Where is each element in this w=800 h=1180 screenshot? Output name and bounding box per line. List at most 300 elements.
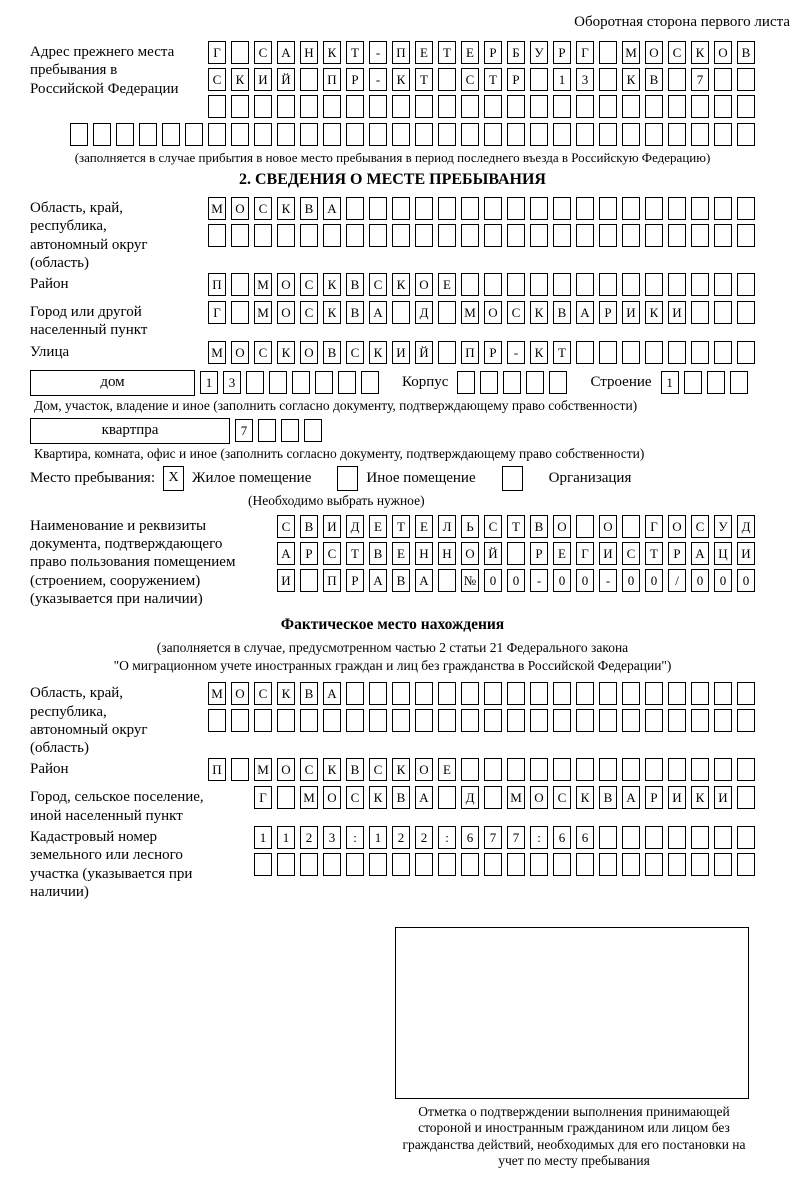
char-cell: Р bbox=[300, 542, 318, 565]
char-cell: 1 bbox=[254, 826, 272, 849]
char-cell bbox=[438, 709, 456, 732]
char-cell: Т bbox=[415, 68, 433, 91]
char-cell: С bbox=[484, 515, 502, 538]
char-cell bbox=[461, 709, 479, 732]
char-cell: 1 bbox=[200, 371, 218, 394]
char-cell: О bbox=[231, 682, 249, 705]
char-cell bbox=[530, 853, 548, 876]
char-cell bbox=[599, 224, 617, 247]
char-cell: Р bbox=[346, 569, 364, 592]
char-cell: П bbox=[208, 273, 226, 296]
field-region-actual bbox=[30, 682, 755, 757]
char-cell bbox=[668, 341, 686, 364]
char-cell: Т bbox=[346, 41, 364, 64]
char-cell bbox=[231, 301, 249, 324]
char-cell: - bbox=[530, 569, 548, 592]
char-cell bbox=[254, 95, 272, 118]
char-cell bbox=[737, 786, 755, 809]
char-cell bbox=[484, 95, 502, 118]
char-cell bbox=[415, 123, 433, 146]
char-cell bbox=[300, 569, 318, 592]
char-cell bbox=[599, 682, 617, 705]
char-cell bbox=[507, 709, 525, 732]
char-cell: О bbox=[231, 341, 249, 364]
char-cell bbox=[553, 197, 571, 220]
field-cadastre bbox=[30, 826, 755, 901]
char-cell bbox=[714, 197, 732, 220]
char-cell bbox=[576, 758, 594, 781]
char-cell: В bbox=[300, 682, 318, 705]
char-cell: Т bbox=[392, 515, 410, 538]
char-cell bbox=[553, 224, 571, 247]
char-cell bbox=[246, 371, 264, 394]
char-cell: Т bbox=[484, 68, 502, 91]
char-cell bbox=[438, 123, 456, 146]
char-cell bbox=[691, 853, 709, 876]
district-label: Район bbox=[30, 276, 69, 293]
char-cell: Б bbox=[507, 41, 525, 64]
confirmation-stamp-box bbox=[395, 927, 749, 1099]
char-cell bbox=[338, 371, 356, 394]
char-cell: К bbox=[392, 68, 410, 91]
char-cell: О bbox=[415, 273, 433, 296]
char-cell bbox=[231, 273, 249, 296]
char-cell bbox=[346, 95, 364, 118]
char-cell: 6 bbox=[553, 826, 571, 849]
char-cell: А bbox=[323, 197, 341, 220]
char-cell bbox=[369, 853, 387, 876]
char-cell: Е bbox=[392, 542, 410, 565]
char-cell: И bbox=[668, 786, 686, 809]
char-cell: 0 bbox=[645, 569, 663, 592]
char-cell: Е bbox=[438, 758, 456, 781]
char-cell bbox=[714, 224, 732, 247]
char-cell: Д bbox=[415, 301, 433, 324]
char-cell: Н bbox=[438, 542, 456, 565]
char-cell bbox=[599, 41, 617, 64]
char-cell: К bbox=[622, 68, 640, 91]
char-cell: К bbox=[369, 786, 387, 809]
char-cell bbox=[691, 341, 709, 364]
char-cell: И bbox=[599, 542, 617, 565]
char-cell bbox=[668, 826, 686, 849]
char-cell bbox=[599, 95, 617, 118]
char-cell: К bbox=[530, 341, 548, 364]
char-cell bbox=[714, 853, 732, 876]
char-cell bbox=[668, 709, 686, 732]
char-cell: Р bbox=[346, 68, 364, 91]
char-cell: 2 bbox=[300, 826, 318, 849]
char-cell: : bbox=[438, 826, 456, 849]
char-cell bbox=[369, 197, 387, 220]
char-cell: 3 bbox=[323, 826, 341, 849]
char-cell bbox=[139, 123, 157, 146]
char-cell bbox=[645, 826, 663, 849]
char-cell: В bbox=[392, 569, 410, 592]
char-cell: 7 bbox=[484, 826, 502, 849]
char-row bbox=[182, 273, 755, 296]
char-cell bbox=[599, 853, 617, 876]
char-cell bbox=[438, 301, 456, 324]
char-cell: С bbox=[691, 515, 709, 538]
char-cell: О bbox=[461, 542, 479, 565]
apartment-row bbox=[30, 418, 755, 444]
char-cell: П bbox=[323, 569, 341, 592]
char-cell bbox=[300, 709, 318, 732]
char-cell: 0 bbox=[484, 569, 502, 592]
char-cell bbox=[737, 68, 755, 91]
char-cell bbox=[269, 371, 287, 394]
char-cell bbox=[599, 123, 617, 146]
char-cell bbox=[438, 341, 456, 364]
char-cell: С bbox=[254, 341, 272, 364]
field-district-actual bbox=[30, 758, 755, 785]
char-cell: Т bbox=[438, 41, 456, 64]
char-cell: К bbox=[530, 301, 548, 324]
char-cell bbox=[438, 68, 456, 91]
char-cell: С bbox=[461, 68, 479, 91]
char-cell: Ь bbox=[461, 515, 479, 538]
char-cell bbox=[714, 709, 732, 732]
char-row bbox=[182, 709, 755, 732]
char-cell bbox=[507, 542, 525, 565]
char-cell: В bbox=[346, 273, 364, 296]
char-cell bbox=[300, 68, 318, 91]
char-cell: Р bbox=[599, 301, 617, 324]
char-row bbox=[200, 371, 379, 394]
checkbox-organization bbox=[502, 466, 523, 491]
char-cell bbox=[714, 301, 732, 324]
char-cell: К bbox=[645, 301, 663, 324]
char-cell bbox=[392, 853, 410, 876]
char-row bbox=[182, 224, 755, 247]
char-cell: С bbox=[369, 273, 387, 296]
char-cell bbox=[622, 515, 640, 538]
char-cell bbox=[208, 95, 226, 118]
char-cell bbox=[254, 224, 272, 247]
char-cell: О bbox=[277, 758, 295, 781]
char-cell bbox=[691, 197, 709, 220]
char-cell bbox=[691, 682, 709, 705]
char-cell bbox=[323, 95, 341, 118]
previous-address-label: Адрес прежнего места пребывания в Российской Федерации bbox=[30, 44, 179, 97]
char-row bbox=[242, 569, 755, 592]
char-cell: О bbox=[668, 515, 686, 538]
char-cell: 0 bbox=[737, 569, 755, 592]
char-cell: К bbox=[369, 341, 387, 364]
char-cell: С bbox=[668, 41, 686, 64]
char-cell: О bbox=[645, 41, 663, 64]
char-cell bbox=[461, 853, 479, 876]
char-cell bbox=[323, 853, 341, 876]
char-cell bbox=[415, 197, 433, 220]
option-residential-label: Жилое помещение bbox=[192, 469, 312, 486]
char-cell: М bbox=[622, 41, 640, 64]
char-cell: Л bbox=[438, 515, 456, 538]
checkbox-residential: X bbox=[163, 466, 184, 491]
char-row bbox=[182, 758, 755, 781]
char-row bbox=[182, 197, 755, 220]
char-cell bbox=[576, 709, 594, 732]
char-cell bbox=[576, 95, 594, 118]
field-region bbox=[30, 197, 755, 272]
char-cell bbox=[530, 95, 548, 118]
char-cell bbox=[415, 853, 433, 876]
char-cell bbox=[737, 273, 755, 296]
char-cell: М bbox=[300, 786, 318, 809]
char-cell: Г bbox=[208, 301, 226, 324]
char-cell bbox=[737, 197, 755, 220]
char-cell bbox=[530, 197, 548, 220]
char-cell bbox=[530, 68, 548, 91]
city-actual-label: Город, сельское поселение, иной населенный пункт bbox=[30, 789, 204, 824]
char-cell bbox=[737, 682, 755, 705]
char-cell bbox=[691, 273, 709, 296]
char-row-full-width bbox=[30, 123, 755, 146]
char-cell bbox=[392, 95, 410, 118]
char-cell: М bbox=[208, 341, 226, 364]
char-cell bbox=[599, 341, 617, 364]
char-cell: Е bbox=[415, 41, 433, 64]
page-corner-note: Оборотная сторона первого листа bbox=[574, 14, 790, 30]
house-type-box: дом bbox=[30, 370, 195, 396]
char-row bbox=[218, 786, 755, 809]
char-cell bbox=[599, 709, 617, 732]
char-cell: У bbox=[530, 41, 548, 64]
char-cell: В bbox=[346, 301, 364, 324]
char-row bbox=[182, 301, 755, 324]
char-cell bbox=[622, 123, 640, 146]
char-cell: О bbox=[300, 341, 318, 364]
char-cell bbox=[507, 682, 525, 705]
char-cell bbox=[622, 826, 640, 849]
char-cell bbox=[622, 709, 640, 732]
char-cell: Р bbox=[645, 786, 663, 809]
char-cell bbox=[231, 41, 249, 64]
char-cell bbox=[576, 853, 594, 876]
char-cell: О bbox=[415, 758, 433, 781]
char-cell bbox=[737, 709, 755, 732]
field-city-actual bbox=[30, 786, 755, 825]
char-cell: К bbox=[392, 273, 410, 296]
previous-address-caption: (заполняется в случае прибытия в новое место пребывания в период последнего въезда в Российскую Федерацию) bbox=[74, 150, 711, 165]
char-cell bbox=[461, 197, 479, 220]
char-row bbox=[218, 853, 755, 876]
char-cell: В bbox=[300, 515, 318, 538]
char-cell bbox=[576, 341, 594, 364]
char-cell: 0 bbox=[691, 569, 709, 592]
char-cell bbox=[730, 371, 748, 394]
char-cell bbox=[185, 123, 203, 146]
char-cell bbox=[361, 371, 379, 394]
char-cell: К bbox=[392, 758, 410, 781]
char-cell bbox=[549, 371, 567, 394]
char-cell: К bbox=[277, 682, 295, 705]
char-cell bbox=[304, 419, 322, 442]
char-cell: О bbox=[553, 515, 571, 538]
char-row bbox=[182, 95, 755, 118]
char-cell: С bbox=[300, 273, 318, 296]
char-cell bbox=[530, 758, 548, 781]
char-cell bbox=[576, 224, 594, 247]
char-cell: 3 bbox=[576, 68, 594, 91]
char-cell bbox=[300, 95, 318, 118]
char-cell bbox=[507, 853, 525, 876]
char-cell bbox=[668, 123, 686, 146]
char-cell: Т bbox=[645, 542, 663, 565]
char-cell: М bbox=[208, 197, 226, 220]
char-cell: 0 bbox=[507, 569, 525, 592]
char-cell bbox=[346, 853, 364, 876]
char-cell bbox=[438, 682, 456, 705]
field-district bbox=[30, 273, 755, 300]
char-cell bbox=[691, 95, 709, 118]
char-cell bbox=[622, 197, 640, 220]
char-cell: - bbox=[369, 41, 387, 64]
char-cell bbox=[668, 758, 686, 781]
char-cell: Е bbox=[415, 515, 433, 538]
char-cell: Н bbox=[300, 41, 318, 64]
char-cell bbox=[707, 371, 725, 394]
char-cell bbox=[438, 224, 456, 247]
char-cell: Р bbox=[507, 68, 525, 91]
char-cell: С bbox=[369, 758, 387, 781]
char-cell: Т bbox=[553, 341, 571, 364]
char-cell bbox=[714, 123, 732, 146]
char-cell bbox=[553, 273, 571, 296]
char-cell: О bbox=[277, 273, 295, 296]
char-cell bbox=[438, 786, 456, 809]
char-row bbox=[235, 419, 322, 442]
house-row bbox=[30, 370, 755, 396]
char-cell: - bbox=[369, 68, 387, 91]
char-cell bbox=[691, 123, 709, 146]
char-cell: Н bbox=[415, 542, 433, 565]
char-cell: В bbox=[530, 515, 548, 538]
char-cell bbox=[668, 853, 686, 876]
char-cell: К bbox=[323, 41, 341, 64]
char-cell bbox=[369, 123, 387, 146]
char-cell: К bbox=[231, 68, 249, 91]
char-cell bbox=[392, 197, 410, 220]
char-cell bbox=[714, 68, 732, 91]
char-cell: 6 bbox=[576, 826, 594, 849]
char-cell bbox=[645, 709, 663, 732]
char-cell bbox=[645, 273, 663, 296]
char-cell bbox=[277, 224, 295, 247]
char-cell: В bbox=[346, 758, 364, 781]
char-row bbox=[242, 542, 755, 565]
option-other-premises-label: Иное помещение bbox=[366, 469, 476, 486]
char-cell bbox=[576, 682, 594, 705]
char-cell bbox=[553, 95, 571, 118]
char-cell: С bbox=[622, 542, 640, 565]
char-cell: К bbox=[277, 341, 295, 364]
char-cell: О bbox=[484, 301, 502, 324]
char-cell bbox=[691, 709, 709, 732]
char-cell: Е bbox=[461, 41, 479, 64]
char-cell bbox=[599, 197, 617, 220]
char-cell: М bbox=[254, 758, 272, 781]
char-cell: А bbox=[576, 301, 594, 324]
char-cell: К bbox=[576, 786, 594, 809]
char-cell bbox=[231, 95, 249, 118]
char-cell bbox=[415, 682, 433, 705]
region-actual-label: Область, край, республика, автономный округ (область) bbox=[30, 685, 148, 757]
char-cell bbox=[622, 758, 640, 781]
char-cell: 1 bbox=[277, 826, 295, 849]
char-cell: Р bbox=[484, 341, 502, 364]
actual-location-note1: (заполняется в случае, предусмотренном частью 2 статьи 21 Федерального закона bbox=[156, 640, 629, 656]
char-cell: Ц bbox=[714, 542, 732, 565]
char-cell bbox=[323, 709, 341, 732]
char-cell: П bbox=[208, 758, 226, 781]
char-cell: 3 bbox=[223, 371, 241, 394]
char-cell bbox=[231, 123, 249, 146]
char-cell bbox=[691, 224, 709, 247]
char-cell bbox=[392, 123, 410, 146]
char-cell: О bbox=[231, 197, 249, 220]
char-cell bbox=[392, 224, 410, 247]
char-cell: Г bbox=[208, 41, 226, 64]
char-cell bbox=[668, 197, 686, 220]
char-cell bbox=[737, 826, 755, 849]
char-cell: Г bbox=[576, 542, 594, 565]
char-cell: Т bbox=[346, 542, 364, 565]
char-row bbox=[182, 682, 755, 705]
char-cell: А bbox=[277, 542, 295, 565]
char-cell bbox=[530, 273, 548, 296]
char-cell bbox=[323, 224, 341, 247]
char-row bbox=[661, 371, 748, 394]
char-cell bbox=[281, 419, 299, 442]
char-cell: Д bbox=[461, 786, 479, 809]
char-cell bbox=[553, 682, 571, 705]
district-actual-label: Район bbox=[30, 761, 69, 778]
char-cell: С bbox=[346, 786, 364, 809]
char-cell: 0 bbox=[714, 569, 732, 592]
char-row bbox=[182, 341, 755, 364]
char-cell: 7 bbox=[235, 419, 253, 442]
char-row bbox=[457, 371, 567, 394]
char-cell bbox=[277, 123, 295, 146]
char-cell bbox=[507, 197, 525, 220]
char-cell bbox=[484, 224, 502, 247]
char-cell bbox=[323, 123, 341, 146]
char-cell bbox=[70, 123, 88, 146]
char-cell bbox=[691, 301, 709, 324]
char-cell: И bbox=[714, 786, 732, 809]
char-row bbox=[182, 68, 755, 91]
char-cell bbox=[507, 273, 525, 296]
char-cell bbox=[461, 123, 479, 146]
char-cell: С bbox=[208, 68, 226, 91]
char-cell: 0 bbox=[622, 569, 640, 592]
char-cell: С bbox=[254, 197, 272, 220]
char-cell bbox=[622, 273, 640, 296]
char-cell: В bbox=[323, 341, 341, 364]
char-cell bbox=[507, 123, 525, 146]
cadastre-label: Кадастровый номер земельного или лесного участка (указывается при наличии) bbox=[30, 829, 193, 900]
section2-title: 2. СВЕДЕНИЯ О МЕСТЕ ПРЕБЫВАНИЯ bbox=[239, 171, 546, 188]
char-cell bbox=[576, 273, 594, 296]
actual-location-title: Фактическое место нахождения bbox=[280, 616, 505, 634]
char-cell bbox=[258, 419, 276, 442]
char-cell: О bbox=[530, 786, 548, 809]
char-cell bbox=[346, 224, 364, 247]
char-cell bbox=[622, 853, 640, 876]
char-cell bbox=[208, 123, 226, 146]
